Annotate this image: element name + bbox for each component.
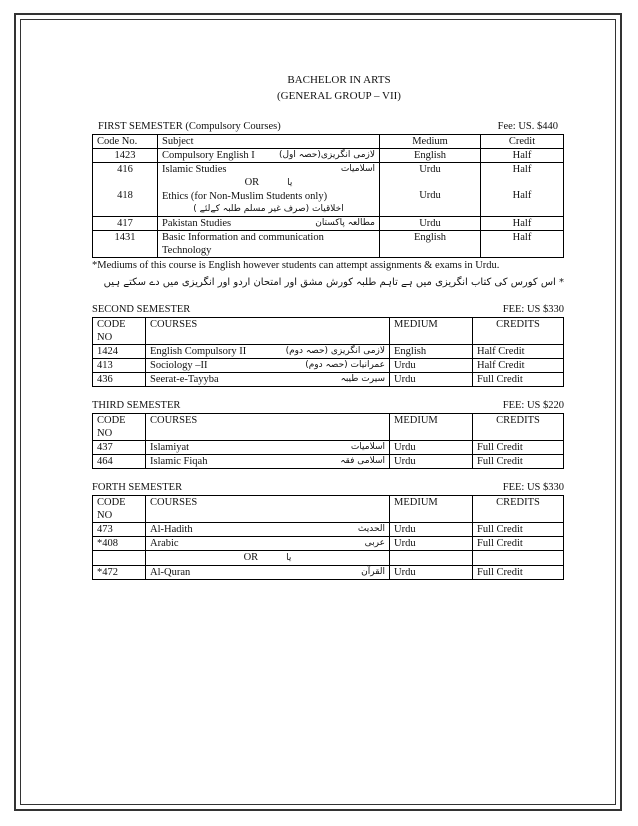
medium-418: Urdu xyxy=(419,190,441,201)
row-medium: Urdu xyxy=(390,441,473,455)
row-credit: Full Credit xyxy=(473,455,564,469)
row-credit: Half xyxy=(481,231,564,258)
row-code: 437 xyxy=(93,441,146,455)
row-medium: Urdu xyxy=(390,359,473,373)
header-credits: CREDITS xyxy=(473,318,564,345)
row-subject xyxy=(158,163,380,217)
forth-semester-fee: FEE: US $330 xyxy=(502,482,564,493)
second-semester-title: SECOND SEMESTER xyxy=(92,304,191,315)
header-courses: COURSES xyxy=(146,496,390,523)
third-semester-section xyxy=(92,399,564,469)
row-course xyxy=(146,359,390,373)
subject-en: Ethics (for Non-Muslim Students only) xyxy=(162,191,328,202)
course-en: Islamiyat xyxy=(150,442,190,453)
header-credits: CREDITS xyxy=(473,414,564,441)
or-en: OR xyxy=(244,177,260,188)
row-credit: Full Credit xyxy=(473,523,564,537)
row-medium: Urdu xyxy=(390,537,473,551)
header-code: CODE NO xyxy=(93,496,146,523)
second-semester-table xyxy=(92,317,564,387)
course-ur: اسلامی فقہ xyxy=(340,456,385,466)
course-en: Sociology –II xyxy=(150,360,208,371)
credit-418: Half xyxy=(512,190,532,201)
row-medium: English xyxy=(390,345,473,359)
row-code: 1424 xyxy=(93,345,146,359)
row-credit: Half Credit xyxy=(473,359,564,373)
row-medium: Urdu xyxy=(390,455,473,469)
row-subject xyxy=(158,217,380,231)
row-medium: English xyxy=(380,149,481,163)
course-en: Seerat-e-Tayyba xyxy=(150,374,219,385)
row-credit: Half Credit xyxy=(473,345,564,359)
course-en: Al-Hadith xyxy=(150,524,193,535)
medium-note-en: *Mediums of this course is English however students can attempt assignments & exams in Urdu. xyxy=(92,260,500,271)
course-ur: عمرانیات (حصہ دوم) xyxy=(305,360,385,370)
table-row xyxy=(93,345,564,359)
row-code-418: 418 xyxy=(117,190,133,201)
header-courses: COURSES xyxy=(146,318,390,345)
row-code: 436 xyxy=(93,373,146,387)
row-credit: Full Credit xyxy=(473,566,564,580)
or-separator xyxy=(146,551,390,566)
table-row xyxy=(93,566,564,580)
row-course xyxy=(146,373,390,387)
row-course xyxy=(146,441,390,455)
row-subject xyxy=(158,149,380,163)
row-code: 413 xyxy=(93,359,146,373)
row-code: 473 xyxy=(93,523,146,537)
row-medium: Urdu xyxy=(390,566,473,580)
subject-ur: مطالعہ پاکستان xyxy=(315,218,375,228)
row-subject: Basic Information and communication Technology xyxy=(158,231,380,258)
header-medium: MEDIUM xyxy=(390,414,473,441)
course-ur: عربی xyxy=(364,538,385,548)
subject-en: Islamic Studies xyxy=(162,164,227,175)
header-credits: CREDITS xyxy=(473,496,564,523)
table-row xyxy=(93,537,564,551)
row-credit: Half xyxy=(481,217,564,231)
row-course xyxy=(146,345,390,359)
header-subject: Subject xyxy=(158,135,380,149)
forth-semester-section xyxy=(92,481,564,580)
course-ur: سیرت طیبہ xyxy=(340,374,385,384)
third-semester-fee: FEE: US $220 xyxy=(502,400,564,411)
row-code: 417 xyxy=(93,217,158,231)
row-credit xyxy=(481,163,564,217)
table-row xyxy=(93,149,564,163)
row-code xyxy=(93,163,158,217)
second-semester-header xyxy=(92,303,564,317)
or-separator xyxy=(162,176,375,190)
table-header-row xyxy=(93,318,564,345)
table-row xyxy=(93,163,564,217)
forth-semester-title: FORTH SEMESTER xyxy=(92,482,183,493)
document-title: BACHELOR IN ARTS xyxy=(287,74,391,86)
row-medium: Urdu xyxy=(390,523,473,537)
row-code-416: 416 xyxy=(117,164,133,175)
table-header-row xyxy=(93,496,564,523)
row-medium xyxy=(380,163,481,217)
or-ur: یا xyxy=(287,178,293,188)
document-content xyxy=(92,72,564,580)
first-semester-header xyxy=(92,120,564,134)
course-en: Arabic xyxy=(150,538,179,549)
third-semester-table xyxy=(92,413,564,469)
row-code xyxy=(93,551,146,566)
table-row xyxy=(93,455,564,469)
row-credit: Full Credit xyxy=(473,373,564,387)
row-credit: Full Credit xyxy=(473,537,564,551)
row-code: *472 xyxy=(93,566,146,580)
table-row xyxy=(93,373,564,387)
row-course xyxy=(146,566,390,580)
table-row xyxy=(93,231,564,258)
table-row xyxy=(93,441,564,455)
row-course xyxy=(146,537,390,551)
course-en: Al-Quran xyxy=(150,567,191,578)
row-course xyxy=(146,523,390,537)
row-code: 1431 xyxy=(93,231,158,258)
medium-416: Urdu xyxy=(419,164,441,175)
first-semester-title: FIRST SEMESTER (Compulsory Courses) xyxy=(98,121,281,132)
course-ur: اسلامیات xyxy=(350,442,385,452)
header-medium: MEDIUM xyxy=(390,496,473,523)
or-en: OR xyxy=(243,552,259,563)
subject-en: Compulsory English I xyxy=(162,150,255,161)
course-en: English Compulsory II xyxy=(150,346,247,357)
header-medium: MEDIUM xyxy=(390,318,473,345)
credit-416: Half xyxy=(512,164,532,175)
header-code: CODE NO xyxy=(93,414,146,441)
course-en: Islamic Fiqah xyxy=(150,456,208,467)
table-row xyxy=(93,523,564,537)
table-header-row xyxy=(93,135,564,149)
first-semester-section xyxy=(92,120,564,291)
third-semester-title: THIRD SEMESTER xyxy=(92,400,181,411)
row-code: 1423 xyxy=(93,149,158,163)
course-ur: الحدیث xyxy=(357,524,385,534)
table-header-row xyxy=(93,414,564,441)
row-medium: Urdu xyxy=(380,217,481,231)
first-semester-fee: Fee: US. $440 xyxy=(497,121,558,132)
subject-ur: اخلاقیات (صرف غیر مسلم طلبہ کےلئے ) xyxy=(193,204,344,214)
course-ur: القرآن xyxy=(361,567,385,577)
row-medium: English xyxy=(380,231,481,258)
subject-ur: لازمی انگریزی(حصہ اول) xyxy=(278,150,375,160)
document-subtitle: (GENERAL GROUP – VII) xyxy=(277,90,401,102)
row-credit xyxy=(473,551,564,566)
or-ur: یا xyxy=(286,553,292,563)
header-courses: COURSES xyxy=(146,414,390,441)
table-row xyxy=(93,217,564,231)
row-credit: Full Credit xyxy=(473,441,564,455)
forth-semester-header xyxy=(92,481,564,495)
header-code: Code No. xyxy=(93,135,158,149)
row-medium: Urdu xyxy=(390,373,473,387)
first-semester-table xyxy=(92,134,564,258)
table-row xyxy=(93,359,564,373)
course-ur: لازمی انگریزی (حصہ دوم) xyxy=(285,346,385,356)
header-credit: Credit xyxy=(481,135,564,149)
second-semester-section xyxy=(92,303,564,387)
subject-ur: اسلامیات xyxy=(340,164,375,174)
row-credit: Half xyxy=(481,149,564,163)
second-semester-fee: FEE: US $330 xyxy=(502,304,564,315)
forth-semester-table xyxy=(92,495,564,580)
subject-en: Pakistan Studies xyxy=(162,218,232,229)
medium-note-ur: * اس کورس کی کتاب انگریزی میں ہے تاہم طلبہ کورش مشق اور امتحان اردو اور انگریزی میں دے سکتے ہیں xyxy=(103,277,564,288)
third-semester-header xyxy=(92,399,564,413)
row-medium xyxy=(390,551,473,566)
row-course xyxy=(146,455,390,469)
row-code: 464 xyxy=(93,455,146,469)
row-code: *408 xyxy=(93,537,146,551)
table-row xyxy=(93,551,564,566)
header-medium: Medium xyxy=(380,135,481,149)
header-code: CODE NO xyxy=(93,318,146,345)
